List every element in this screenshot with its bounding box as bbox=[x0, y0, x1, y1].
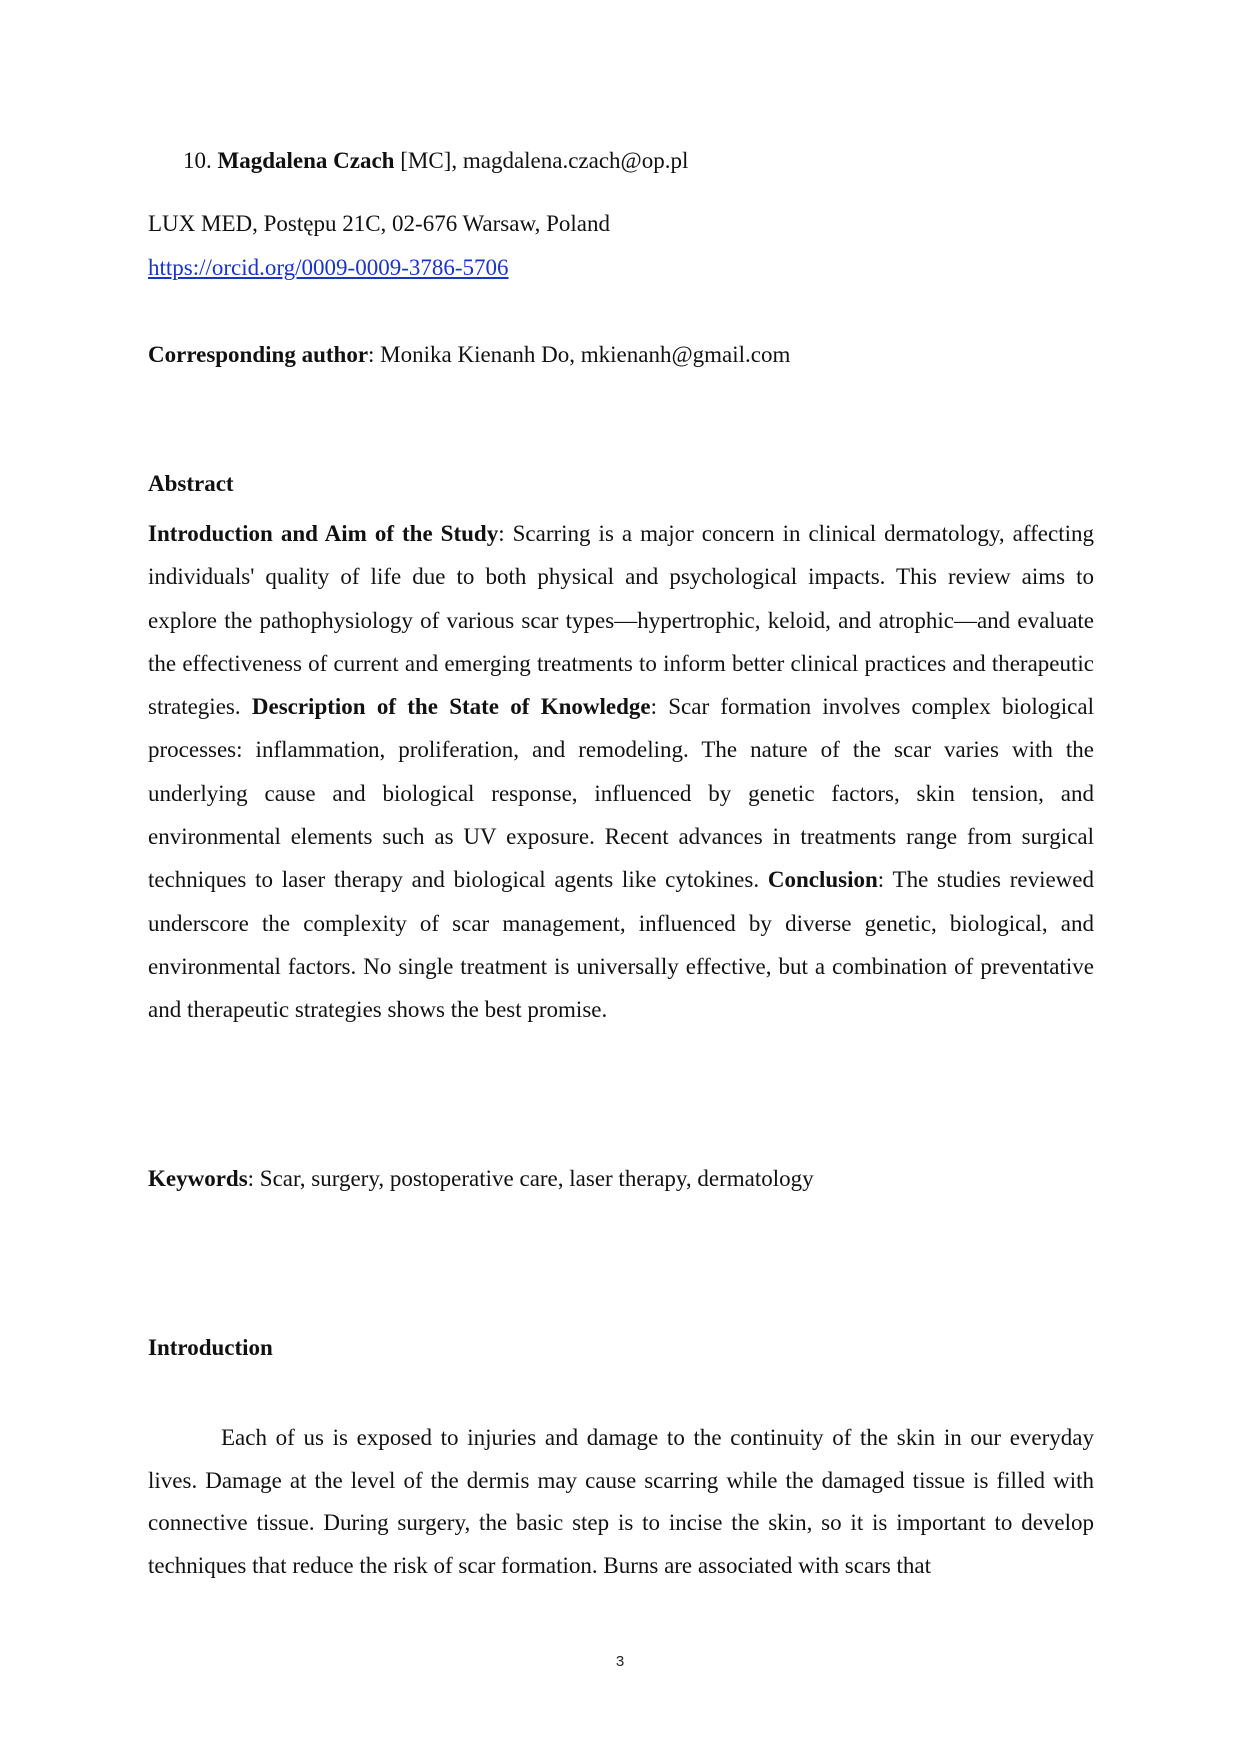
corresponding-author-text: : Monika Kienanh Do, mkienanh@gmail.com bbox=[368, 342, 791, 367]
author-initials: [MC], bbox=[400, 148, 458, 173]
abstract-intro-label: Introduction and Aim of the Study bbox=[148, 521, 499, 546]
abstract-state-text: : Scar formation involves complex biological processes: inflammation, proliferation, and remodeling. The nature of the scar varies with the underlying cause and biological response, influenced by genetic factors, skin tension, and environmental elements such as UV exposure. Recent advances in treatments range from surgical techniques to laser therapy and biological agents like cytokines. bbox=[148, 694, 1094, 893]
keywords bbox=[148, 1164, 814, 1194]
author-number: 10. bbox=[183, 148, 212, 173]
corresponding-author-label: Corresponding author bbox=[148, 342, 369, 367]
page-number: 3 bbox=[615, 1653, 625, 1670]
abstract-state-label: Description of the State of Knowledge bbox=[251, 694, 651, 720]
introduction-heading: Introduction bbox=[148, 1335, 273, 1360]
keywords-text: : Scar, surgery, postoperative care, laser therapy, dermatology bbox=[247, 1166, 814, 1191]
author-affiliation: LUX MED, Postępu 21C, 02-676 Warsaw, Poland bbox=[148, 211, 610, 236]
orcid-link[interactable]: https://orcid.org/0009-0009-3786-5706 bbox=[148, 255, 509, 280]
author-email: magdalena.czach@op.pl bbox=[462, 148, 689, 173]
author-name: Magdalena Czach bbox=[217, 148, 395, 173]
abstract-conclusion-text: : The studies reviewed underscore the complexity of scar management, influenced by diverse genetic, biological, and environmental factors. No single treatment is universally effective, but a combination of preventative and therapeutic strategies shows the best promise. bbox=[148, 867, 1094, 1023]
author-entry bbox=[183, 146, 688, 176]
abstract-intro-text: : Scarring is a major concern in clinical dermatology, affecting individuals' quality of life due to both physical and psychological impacts. This review aims to explore the pathophysiology of various scar types—hypertrophic, keloid, and atrophic—and evaluate the effectiveness of current and emerging treatments to inform better clinical practices and therapeutic strategies. bbox=[148, 521, 1094, 720]
abstract-heading: Abstract bbox=[148, 471, 234, 496]
abstract-body bbox=[148, 512, 1094, 1032]
orcid-line bbox=[148, 253, 509, 283]
introduction-body: Each of us is exposed to injuries and damage to the continuity of the skin in our everyday lives. Damage at the level of the dermis may cause scarring while the damaged tissue is filled with connective tissue. During surgery, the basic step is to incise the skin, so it is important to develop techniques that reduce the risk of scar formation. Burns are associated with scars that bbox=[148, 1425, 1094, 1578]
abstract-conclusion-label: Conclusion bbox=[767, 867, 878, 893]
keywords-label: Keywords bbox=[148, 1166, 248, 1191]
corresponding-author bbox=[148, 340, 790, 370]
